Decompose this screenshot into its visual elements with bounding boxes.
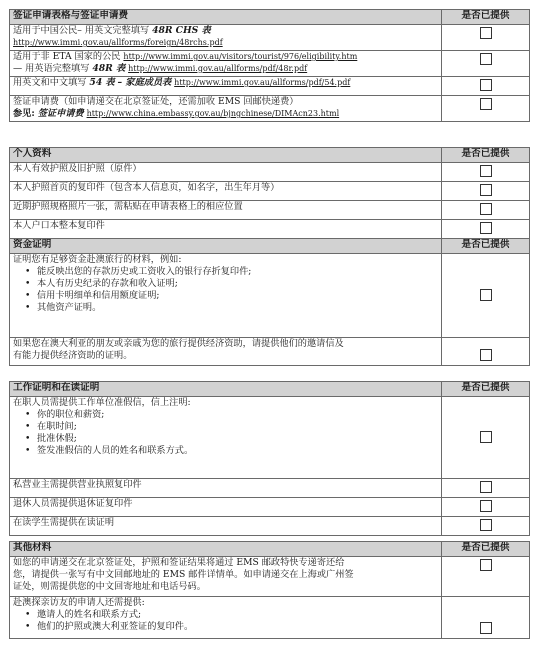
row-text: 有能力提供经济资助的证明。 <box>13 350 133 361</box>
section-personal-documents <box>9 147 530 239</box>
row-text: 在职人员需提供工作单位准假信，信上注明: <box>13 397 191 408</box>
form-name: 48R 表 <box>92 63 126 74</box>
check-cell <box>442 201 530 220</box>
check-cell <box>442 397 530 479</box>
checkbox[interactable] <box>480 203 492 215</box>
list-item: • 其他资产证明。 <box>37 302 438 314</box>
table-row <box>10 51 442 77</box>
check-header: 是否已提供 <box>442 10 530 25</box>
eligibility-link[interactable]: http://www.immi.gov.au/visitors/tourist/976/eligibility.htm <box>123 52 358 61</box>
section-other-materials <box>9 541 530 639</box>
list-item: • 签发准假信的人员的姓名和联系方式。 <box>37 445 438 457</box>
table-row <box>10 254 442 338</box>
row-text: 签证申请费（如申请递交在北京签证处，还需加收 EMS 回邮快递费） <box>13 96 299 107</box>
checkbox[interactable] <box>480 222 492 234</box>
table-row <box>10 96 442 122</box>
table-row: 退休人员需提供退休证复印件 <box>10 498 442 517</box>
section-title: 其他材料 <box>10 542 442 557</box>
check-cell <box>442 163 530 182</box>
checkbox[interactable] <box>480 519 492 531</box>
section-title: 个人资料 <box>10 148 442 163</box>
table-row: 在读学生需提供在读证明 <box>10 517 442 536</box>
bullet-list <box>13 409 438 457</box>
check-cell <box>442 96 530 122</box>
checkbox[interactable] <box>480 184 492 196</box>
check-cell <box>442 498 530 517</box>
row-text: 证处，则需提供您的中文回寄地址和电话号码。 <box>13 581 206 592</box>
checkbox[interactable] <box>480 481 492 493</box>
list-item: • 本人有历史纪录的存款和收入证明; <box>37 278 438 290</box>
row-text: 赴澳探亲访友的申请人还需提供: <box>13 597 145 608</box>
bullet-list <box>13 609 438 633</box>
check-cell <box>442 25 530 51</box>
fee-title: 签证申请费 <box>37 108 84 119</box>
check-cell <box>442 517 530 536</box>
form-link[interactable]: http://www.immi.gov.au/allforms/pdf/48r.pdf <box>128 64 308 73</box>
table-row <box>10 597 442 639</box>
checkbox[interactable] <box>480 622 492 634</box>
section-employment-study-proof <box>9 381 530 536</box>
list-item: • 能反映出您的存款历史或工资收入的银行存折复印件; <box>37 266 438 278</box>
see-label: 参见: <box>13 108 35 119</box>
check-header: 是否已提供 <box>442 239 530 254</box>
section-financial-proof <box>9 238 530 366</box>
form-desc: – 家庭成员表 <box>117 77 172 88</box>
section-title: 签证申请表格与签证申请费 <box>10 10 442 25</box>
list-item: • 批准休假; <box>37 433 438 445</box>
form-link[interactable]: http://www.immi.gov.au/allforms/foreign/48rchs.pdf <box>13 38 223 47</box>
list-item: • 邀请人的姓名和联系方式; <box>37 609 438 621</box>
list-item: • 信用卡明细单和信用额度证明; <box>37 290 438 302</box>
checkbox[interactable] <box>480 165 492 177</box>
row-text: 如果您在澳大利亚的朋友或亲戚为您的旅行提供经济资助，请提供他们的邀请信及 <box>13 338 344 349</box>
list-item: • 他们的护照或澳大利亚签证的复印件。 <box>37 621 438 633</box>
checkbox[interactable] <box>480 431 492 443</box>
checkbox[interactable] <box>480 349 492 361</box>
check-cell <box>442 597 530 639</box>
section-title: 工作证明和在读证明 <box>10 382 442 397</box>
table-row: 近期护照规格照片一张，需粘贴在申请表格上的相应位置 <box>10 201 442 220</box>
table-row: 本人户口本整本复印件 <box>10 220 442 239</box>
table-row: 本人有效护照及旧护照（原件） <box>10 163 442 182</box>
checkbox[interactable] <box>480 559 492 571</box>
checkbox[interactable] <box>480 27 492 39</box>
checkbox[interactable] <box>480 79 492 91</box>
bullet-list <box>13 266 438 314</box>
check-cell <box>442 479 530 498</box>
table-row <box>10 77 442 96</box>
table-row <box>10 397 442 479</box>
checkbox[interactable] <box>480 500 492 512</box>
check-cell <box>442 182 530 201</box>
check-cell <box>442 220 530 239</box>
table-row <box>10 338 442 366</box>
table-row: 私营业主需提供营业执照复印件 <box>10 479 442 498</box>
table-row: 本人护照首页的复印件（包含本人信息页，如名字，出生年月等） <box>10 182 442 201</box>
section-title: 资金证明 <box>10 239 442 254</box>
section-application-forms <box>9 9 530 122</box>
row-text: 适用于非 ETA 国家的公民 <box>13 51 121 62</box>
row-text: 适用于中国公民– 用英文完整填写 <box>13 25 150 36</box>
list-item: • 你的职位和薪资; <box>37 409 438 421</box>
check-header: 是否已提供 <box>442 542 530 557</box>
table-row <box>10 25 442 51</box>
check-cell <box>442 51 530 77</box>
check-cell <box>442 557 530 597</box>
row-text: 用英文和中文填写 <box>13 77 87 88</box>
fee-link[interactable]: http://www.china.embassy.gov.au/bjngchinese/DIMAcn23.html <box>86 109 340 118</box>
checkbox[interactable] <box>480 53 492 65</box>
form-name: 54 表 <box>89 77 115 88</box>
row-text: 您，请提供一张写有中文回邮地址的 EMS 邮件详情单。如申请递交在上海或广州签 <box>13 569 354 580</box>
row-text: — 用英语完整填写 <box>13 63 90 74</box>
table-row <box>10 557 442 597</box>
check-cell <box>442 338 530 366</box>
checkbox[interactable] <box>480 98 492 110</box>
check-header: 是否已提供 <box>442 148 530 163</box>
checkbox[interactable] <box>480 289 492 301</box>
check-header: 是否已提供 <box>442 382 530 397</box>
form-name: 48R CHS 表 <box>152 25 211 36</box>
check-cell <box>442 254 530 338</box>
check-cell <box>442 77 530 96</box>
form-link[interactable]: http://www.immi.gov.au/allforms/pdf/54.pdf <box>174 78 351 87</box>
row-text: 证明您有足够资金赴澳旅行的材料，例如: <box>13 254 182 265</box>
row-text: 如您的申请递交在北京签证处，护照和签证结果将通过 EMS 邮政特快专递寄还给 <box>13 557 345 568</box>
list-item: • 在职时间; <box>37 421 438 433</box>
